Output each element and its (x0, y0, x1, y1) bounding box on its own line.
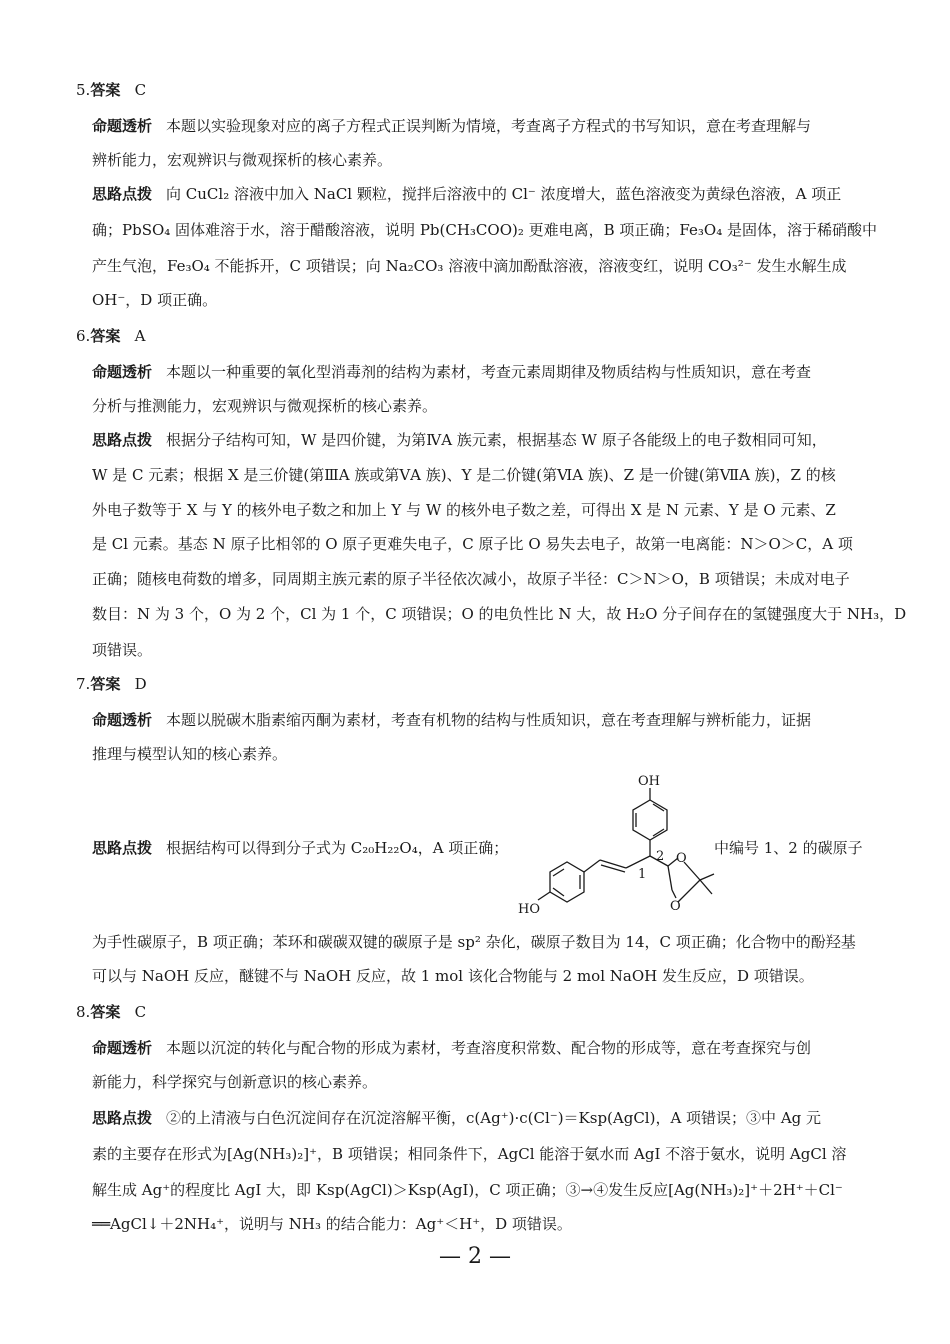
q5-analysis-line-2: 辨析能力，宏观辨识与微观探析的核心素养。 (92, 151, 393, 169)
q7-analysis-label: 命题透析 (92, 711, 153, 729)
q8-hint-line-1 (92, 1108, 950, 1128)
top-benzene-ring (633, 800, 667, 840)
q7-hint-line-2: 为手性碳原子，B 项正确；苯环和碳碳双键的碳原子是 sp² 杂化，碳原子数目为 14，C 项正确；化合物中的酚羟基 (92, 933, 856, 951)
q8-analysis-line-1 (92, 1038, 950, 1058)
q8-hint-line-3: 解生成 Ag⁺的程度比 AgI 大，即 Ksp(AgCl)＞Ksp(AgI)，C 项正确；③→④发生反应[Ag(NH₃)₂]⁺＋2H⁺＋Cl⁻ (92, 1181, 843, 1199)
q8-analysis-label: 命题透析 (92, 1039, 153, 1057)
q7-analysis-line-2: 推理与模型认知的核心素养。 (92, 745, 288, 763)
q6-hint-line-2: W 是 C 元素；根据 X 是三价键(第ⅢA 族或第ⅤA 族)、Y 是二价键(第ⅥA 族)、Z 是一价键(第ⅦA 族)，Z 的核 (92, 466, 836, 484)
q6-analysis-line-1 (92, 362, 950, 382)
q8-number: 8. (76, 1003, 91, 1021)
q7-number: 7. (76, 675, 91, 693)
q5-hint-text-1: 向 CuCl₂ 溶液中加入 NaCl 颗粒，搅拌后溶液中的 Cl⁻ 浓度增大，蓝色溶液变为黄绿色溶液，A 项正 (166, 185, 842, 203)
q6-hint-line-1 (92, 430, 950, 450)
q7-hint-line-3: 可以与 NaOH 反应，醚键不与 NaOH 反应，故 1 mol 该化合物能与 2 mol NaOH 发生反应，D 项错误。 (92, 967, 814, 985)
molecule-oh-top: OH (638, 774, 660, 789)
q8-analysis-line-2: 新能力，科学探究与创新意识的核心素养。 (92, 1073, 378, 1091)
q5-analysis-text-1: 本题以实验现象对应的离子方程式正误判断为情境，考查离子方程式的书写知识，意在考查理解与 (166, 117, 812, 135)
q7-analysis-line-1 (92, 710, 950, 730)
q8-analysis-text-1: 本题以沉淀的转化与配合物的形成为素材，考查溶度积常数、配合物的形成等，意在考查探究与创 (166, 1039, 812, 1057)
molecule-oxygen-1: O (676, 851, 687, 866)
q5-hint-line-1 (92, 184, 950, 204)
q6-hint-line-7: 项错误。 (92, 641, 153, 659)
q6-analysis-text-1: 本题以一种重要的氧化型消毒剂的结构为素材，考查元素周期律及物质结构与性质知识，意在考查 (166, 363, 812, 381)
q8-answer-line (76, 1002, 950, 1022)
molecule-structure-diagram (512, 770, 722, 920)
q6-analysis-label: 命题透析 (92, 363, 153, 381)
molecule-label-2: 2 (656, 849, 665, 864)
molecule-oxygen-2: O (670, 899, 681, 914)
q5-analysis-label: 命题透析 (92, 117, 153, 135)
q8-hint-line-4: ══AgCl↓＋2NH₄⁺，说明与 NH₃ 的结合能力：Ag⁺＜H⁺，D 项错误。 (92, 1215, 572, 1233)
q7-hint-text-1a: 根据结构可以得到分子式为 C₂₀H₂₂O₄，A 项正确； (166, 839, 509, 857)
q5-number: 5. (76, 81, 91, 99)
q7-answer-line (76, 674, 950, 694)
q7-answer-label: 答案 (90, 675, 121, 693)
q8-answer-label: 答案 (90, 1003, 121, 1021)
q8-hint-line-2: 素的主要存在形式为[Ag(NH₃)₂]⁺，B 项错误；相同条件下，AgCl 能溶于氨水而 AgI 不溶于氨水，说明 AgCl 溶 (92, 1145, 847, 1163)
q6-answer: A (134, 327, 146, 345)
q5-answer: C (134, 81, 147, 99)
q7-hint-label: 思路点拨 (92, 839, 153, 857)
q5-answer-line (76, 80, 950, 100)
q7-hint-text-1b: 中编号 1、2 的碳原子 (714, 839, 863, 857)
q6-answer-line (76, 326, 950, 346)
page-number: — 2 — (439, 1244, 511, 1269)
q6-hint-line-6: 数目：N 为 3 个，O 为 2 个，Cl 为 1 个，C 项错误；O 的电负性比 N 大，故 H₂O 分子间存在的氢键强度大于 NH₃，D (92, 605, 907, 623)
q6-number: 6. (76, 327, 91, 345)
q6-hint-line-3: 外电子数等于 X 与 Y 的核外电子数之和加上 Y 与 W 的核外电子数之差，可得出 X 是 N 元素、Y 是 O 元素、Z (92, 501, 836, 519)
q6-analysis-line-2: 分析与推测能力，宏观辨识与微观探析的核心素养。 (92, 397, 438, 415)
q5-hint-label: 思路点拨 (92, 185, 153, 203)
q5-hint-line-3: 产生气泡，Fe₃O₄ 不能拆开，C 项错误；向 Na₂CO₃ 溶液中滴加酚酞溶液，溶液变红，说明 CO₃²⁻ 发生水解生成 (92, 257, 847, 275)
q6-answer-label: 答案 (90, 327, 121, 345)
q6-hint-text-1: 根据分子结构可知，W 是四价键，为第ⅣA 族元素，根据基态 W 原子各能级上的电子数相同可知， (166, 431, 827, 449)
q5-hint-line-4: OH⁻，D 项正确。 (92, 291, 218, 309)
q6-hint-line-4: 是 Cl 元素。基态 N 原子比相邻的 O 原子更难失电子，C 原子比 O 易失去电子，故第一电离能：N＞O＞C，A 项 (92, 535, 853, 553)
q8-hint-text-1: ②的上清液与白色沉淀间存在沉淀溶解平衡，c(Ag⁺)·c(Cl⁻)＝Ksp(AgCl)，A 项错误；③中 Ag 元 (166, 1109, 822, 1127)
q8-answer: C (134, 1003, 147, 1021)
q5-hint-line-2: 确；PbSO₄ 固体难溶于水，溶于醋酸溶液，说明 Pb(CH₃COO)₂ 更难电离，B 项正确；Fe₃O₄ 是固体，溶于稀硝酸中 (92, 221, 877, 239)
q7-answer: D (134, 675, 147, 693)
q6-hint-label: 思路点拨 (92, 431, 153, 449)
q5-answer-label: 答案 (90, 81, 121, 99)
molecule-label-1: 1 (638, 867, 647, 882)
q7-analysis-text-1: 本题以脱碳木脂素缩丙酮为素材，考查有机物的结构与性质知识，意在考查理解与辨析能力，证据 (166, 711, 812, 729)
molecule-ho-bottom: HO (518, 902, 540, 917)
q6-hint-line-5: 正确；随核电荷数的增多，同周期主族元素的原子半径依次减小，故原子半径：C＞N＞O，B 项错误；未成对电子 (92, 570, 850, 588)
bottom-benzene-ring (550, 862, 584, 902)
q8-hint-label: 思路点拨 (92, 1109, 153, 1127)
q5-analysis-line-1 (92, 116, 950, 136)
